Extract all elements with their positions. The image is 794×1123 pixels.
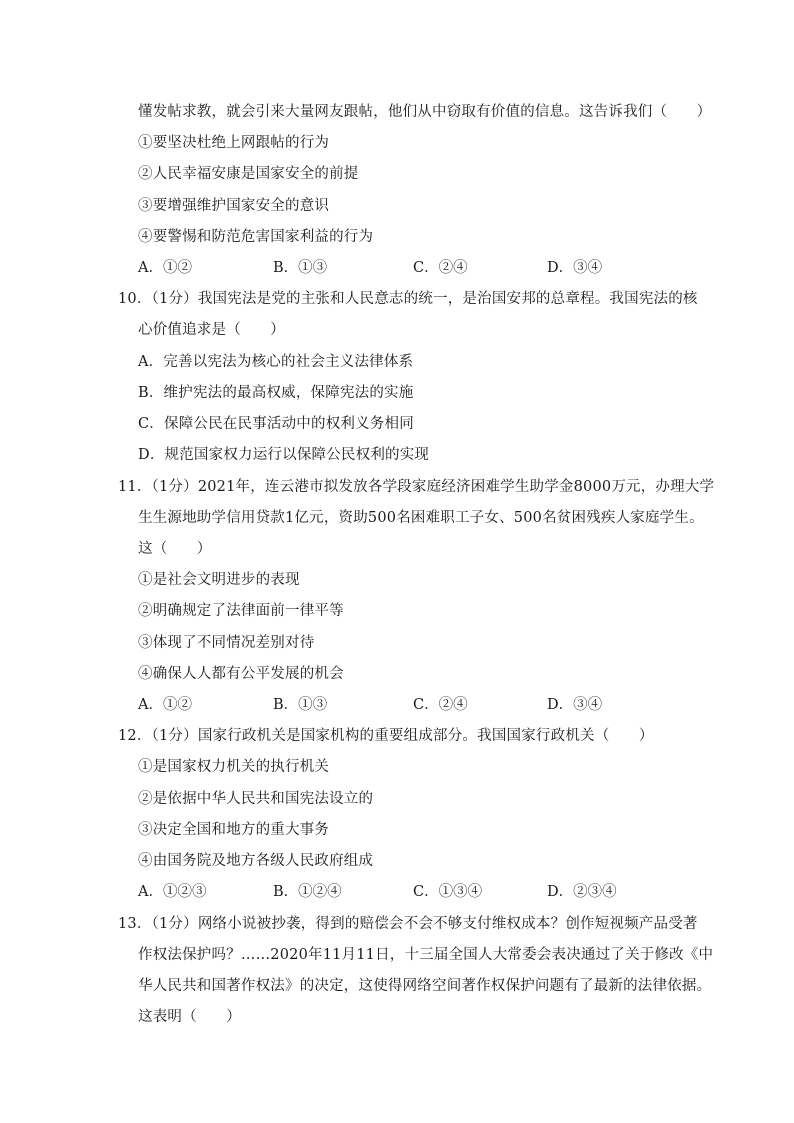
q9-item-2: ②人民幸福安康是国家安全的前提 (138, 166, 359, 182)
q12-choice-c: C．①③④ (413, 884, 483, 900)
q10-choice-c: C．保障公民在民事活动中的权利义务相同 (138, 416, 414, 432)
q11-choice-d: D．③④ (547, 697, 603, 713)
q11-item-1: ①是社会文明进步的表现 (138, 572, 300, 588)
q11-stem-line-1: 11．（1分）2021年，连云港市拟发放各学段家庭经济困难学生助学金8000万元，办理大学 (118, 479, 715, 495)
q9-item-4: ④要警惕和防范危害国家利益的行为 (138, 229, 374, 245)
q11-item-4: ④确保人人都有公平发展的机会 (138, 666, 344, 682)
q10-choice-b: B．维护宪法的最高权威，保障宪法的实施 (138, 385, 414, 401)
q9-item-3: ③要增强维护国家安全的意识 (138, 198, 330, 214)
q12-item-1: ①是国家权力机关的执行机关 (138, 759, 330, 775)
q11-choice-c: C．②④ (413, 697, 468, 713)
q9-item-1: ①要坚决杜绝上网跟帖的行为 (138, 135, 330, 151)
q11-choice-b: B．①③ (273, 697, 328, 713)
q12-stem-line-1: 12．（1分）国家行政机关是国家机构的重要组成部分。我国国家行政机关（ ） (118, 728, 654, 744)
q9-choice-d: D．③④ (547, 260, 603, 276)
q12-item-3: ③决定全国和地方的重大事务 (138, 822, 330, 838)
q9-choice-a: A．①② (138, 260, 192, 276)
q9-choice-c: C．②④ (413, 260, 468, 276)
q11-stem-line-2: 生生源地助学信用贷款1亿元，资助500名困难职工子女、500名贫困残疾人家庭学生。 (138, 510, 704, 526)
q10-stem-line-1: 10．（1分）我国宪法是党的主张和人民意志的统一，是治国安邦的总章程。我国宪法的核 (118, 291, 698, 307)
q11-item-2: ②明确规定了法律面前一律平等 (138, 603, 344, 619)
q10-choice-d: D．规范国家权力运行以保障公民权利的实现 (138, 447, 430, 463)
q13-stem-line-4: 这表明（ ） (138, 1009, 241, 1025)
q13-stem-line-3: 华人民共和国著作权法》的决定，这使得网络空间著作权保护问题有了最新的法律依据。 (138, 978, 712, 994)
q13-stem-line-2: 作权法保护吗？……2020年11月11日，十三届全国人大常委会表决通过了关于修改《中 (138, 947, 714, 963)
q13-stem-line-1: 13．（1分）网络小说被抄袭，得到的赔偿会不会不够支付维权成本？创作短视频产品受著 (118, 916, 698, 932)
q12-choice-a: A．①②③ (138, 884, 207, 900)
q10-stem-line-2: 心价值追求是（ ） (138, 322, 285, 338)
q11-stem-line-3: 这（ ） (138, 541, 212, 557)
q12-item-2: ②是依据中华人民共和国宪法设立的 (138, 791, 374, 807)
q10-choice-a: A．完善以宪法为核心的社会主义法律体系 (138, 354, 414, 370)
q11-item-3: ③体现了不同情况差别对待 (138, 635, 315, 651)
q9-choice-b: B．①③ (273, 260, 328, 276)
q11-choice-a: A．①② (138, 697, 192, 713)
q12-item-4: ④由国务院及地方各级人民政府组成 (138, 853, 374, 869)
q12-choice-b: B．①②④ (273, 884, 342, 900)
q9-stem-continuation: 懂发帖求教，就会引来大量网友跟帖，他们从中窃取有价值的信息。这告诉我们（ ） (138, 104, 712, 120)
q12-choice-d: D．②③④ (547, 884, 617, 900)
